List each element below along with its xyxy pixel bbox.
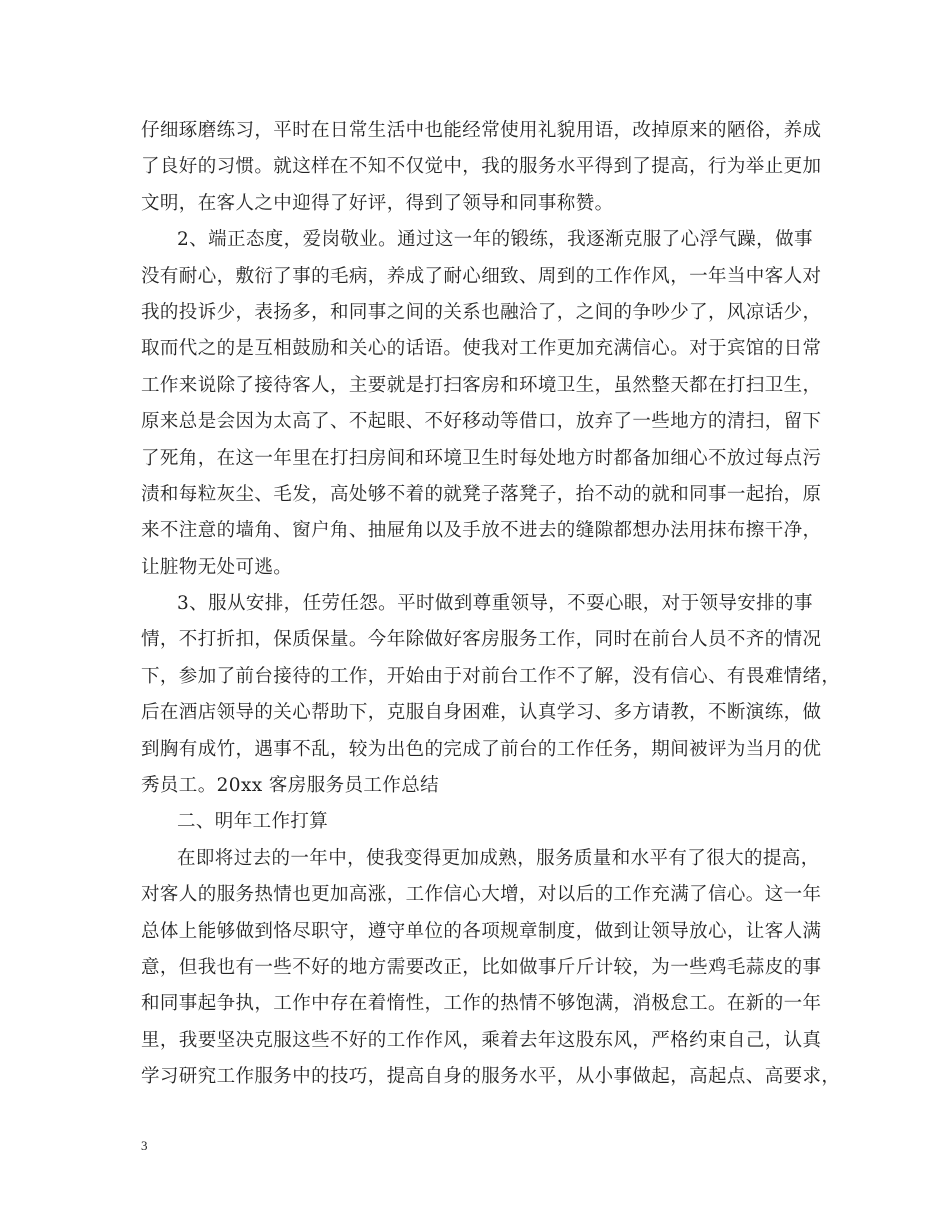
text-line: 工作来说除了接待客人，主要就是打扫客房和环境卫生，虽然整天都在打扫卫生，: [141, 374, 822, 396]
text-line: 来不注意的墙角、窗户角、抽屉角以及手放不进去的缝隙都想办法用抹布擦干净，: [141, 520, 822, 542]
paragraph-start-line: 在即将过去的一年中，使我变得更加成熟，服务质量和水平有了很大的提高，: [177, 847, 820, 869]
text-line: 学习研究工作服务中的技巧，提高自身的服务水平，从小事做起，高起点、高要求，: [141, 1066, 841, 1088]
page-number: 3: [141, 1138, 148, 1153]
text-line: 意，但我也有一些不好的地方需要改正，比如做事斤斤计较，为一些鸡毛蒜皮的事: [141, 956, 822, 978]
body-text: [141, 113, 841, 1096]
text-line: 让脏物无处可逃。: [141, 556, 293, 578]
text-line: 取而代之的是互相鼓励和关心的话语。使我对工作更加充满信心。对于宾馆的日常: [141, 338, 822, 360]
text-line: 了死角，在这一年里在打扫房间和环境卫生时每处地方时都备加细心不放过每点污: [141, 447, 822, 469]
section-heading: 二、明年工作打算: [177, 811, 329, 833]
text-line: 仔细琢磨练习，平时在日常生活中也能经常使用礼貌用语，改掉原来的陋俗，养成: [141, 120, 822, 141]
text-line: 了良好的习惯。就这样在不知不仅觉中，我的服务水平得到了提高，行为举止更加: [141, 156, 822, 178]
text-line: 后在酒店领导的关心帮助下，克服自身困难，认真学习、多方请教，不断演练，做: [141, 702, 822, 724]
text-line: 和同事起争执，工作中存在着惰性，工作的热情不够饱满，消极怠工。在新的一年: [141, 993, 822, 1015]
text-line: 渍和每粒灰尘、毛发，高处够不着的就凳子落凳子，抬不动的就和同事一起抬，原: [141, 483, 822, 505]
text-line: 情，不打折扣，保质保量。今年除做好客房服务工作，同时在前台人员不齐的情况: [141, 629, 822, 651]
text-line: 总体上能够做到恪尽职守，遵守单位的各项规章制度，做到让领导放心，让客人满: [141, 920, 822, 942]
text-line: 秀员工。20xx 客房服务员工作总结: [141, 775, 439, 797]
text-line: 到胸有成竹，遇事不乱，较为出色的完成了前台的工作任务，期间被评为当月的优: [141, 738, 822, 760]
text-line: 里，我要坚决克服这些不好的工作作风，乘着去年这股东风，严格约束自己，认真: [141, 1029, 822, 1051]
text-line: 原来总是会因为太高了、不起眼、不好移动等借口，放弃了一些地方的清扫，留下: [141, 411, 822, 433]
text-line: 没有耐心，敷衍了事的毛病，养成了耐心细致、周到的工作作风，一年当中客人对: [141, 265, 822, 287]
text-line: 文明，在客人之中迎得了好评，得到了领导和同事称赞。: [141, 192, 614, 214]
paragraph-start-line: 3、服从安排，任劳任怨。平时做到尊重领导，不耍心眼，对于领导安排的事: [177, 593, 813, 615]
text-line: 下，参加了前台接待的工作，开始由于对前台工作不了解，没有信心、有畏难情绪，: [141, 665, 841, 687]
text-line: 对客人的服务热情也更加高涨，工作信心大增，对以后的工作充满了信心。这一年: [141, 884, 822, 906]
text-line: 我的投诉少，表扬多，和同事之间的关系也融洽了，之间的争吵少了，风凉话少，: [141, 301, 822, 323]
paragraph-start-line: 2、端正态度，爱岗敬业。通过这一年的锻练，我逐渐克服了心浮气躁，做事: [177, 229, 813, 251]
